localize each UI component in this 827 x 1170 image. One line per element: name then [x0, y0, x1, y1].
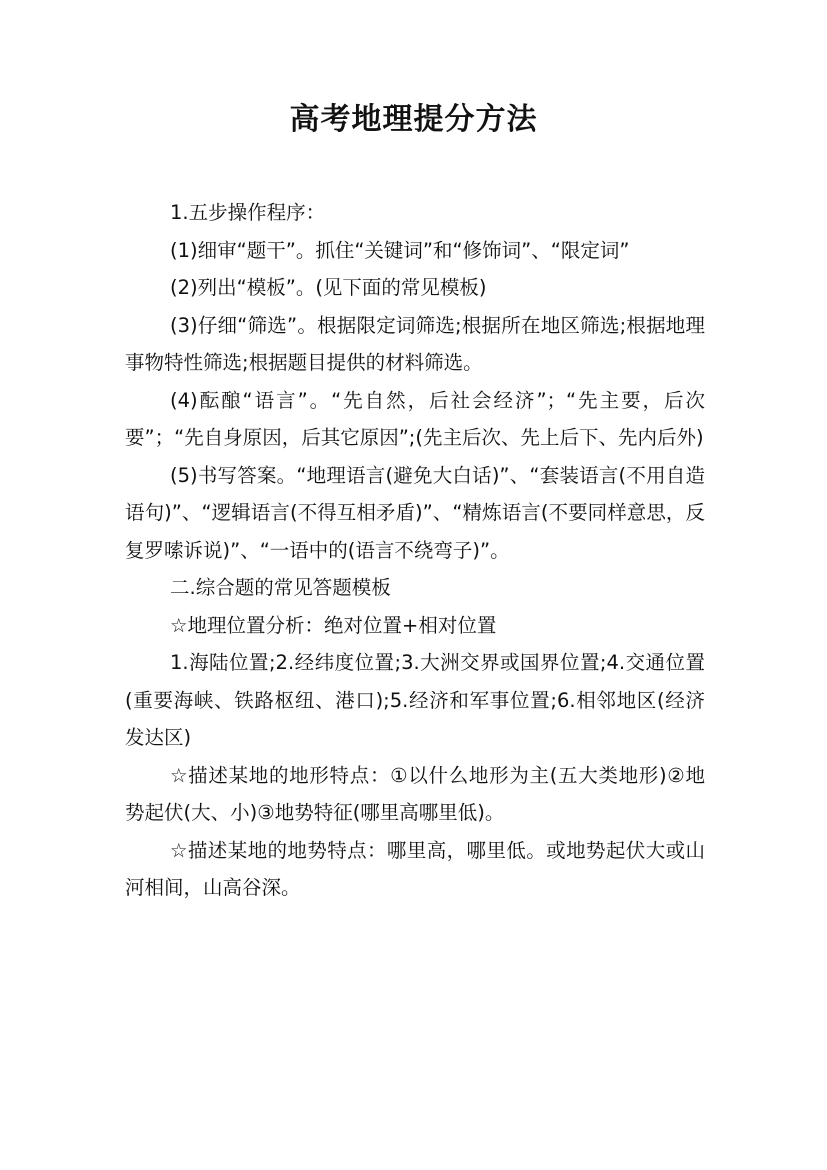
- paragraph-location-list: 1.海陆位置;2.经纬度位置;3.大洲交界或国界位置;4.交通位置(重要海峡、铁路枢纽、港口);5.经济和军事位置;6.相邻地区(经济发达区): [125, 651, 705, 749]
- paragraph-step-procedure: 1.五步操作程序：: [170, 201, 326, 224]
- paragraph-step-3: (3)仔细“筛选”。根据限定词筛选;根据所在地区筛选;根据地理事物特性筛选;根据题目提供的材料筛选。: [125, 313, 705, 374]
- document-title: 高考地理提分方法: [289, 102, 538, 137]
- paragraph-step-5: (5)书写答案。“地理语言(避免大白话)”、“套装语言(不用自造语句)”、“逻辑语言(不得互相矛盾)”、“精炼语言(不要同样意思，反复罗嗦诉说)”、“一语中的(语言不绕弯子)”。: [125, 463, 705, 562]
- paragraph-step-2: (2)列出“模板”。(见下面的常见模板): [170, 276, 487, 299]
- paragraph-relief-features: ☆描述某地的地势特点：哪里高，哪里低。或地势起伏大或山河相间，山高谷深。: [125, 838, 705, 899]
- paragraph-terrain-features: ☆描述某地的地形特点：①以什么地形为主(五大类地形)②地势起伏(大、小)③地势特征(哪里高哪里低)。: [125, 763, 705, 824]
- paragraph-step-1: (1)细审“题干”。抓住“关键词”和“修饰词”、“限定词”: [170, 238, 630, 262]
- paragraph-location-analysis: ☆地理位置分析：绝对位置+相对位置: [170, 613, 497, 637]
- section-heading-templates: 二.综合题的常见答题模板: [170, 576, 391, 599]
- document-body: [125, 194, 705, 907]
- paragraph-step-4: (4)酝酿“语言”。“先自然，后社会经济”；“先主要，后次要”；“先自身原因，后其它原因”;(先主后次、先上后下、先内后外): [125, 388, 705, 449]
